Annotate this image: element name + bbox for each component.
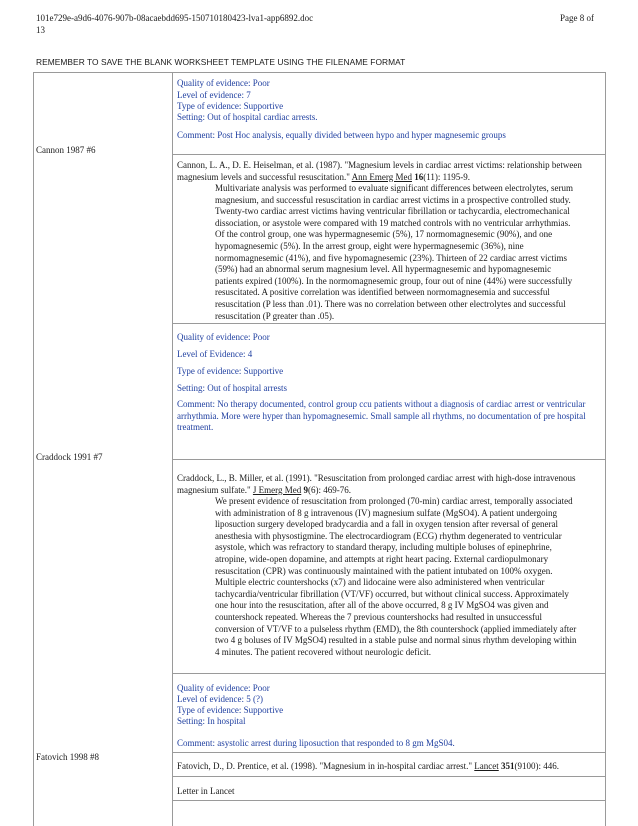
abstract-line: countershock repeated. Whereas the 7 previous countershocks had resulted in unsuccessful bbox=[215, 611, 542, 622]
row-divider bbox=[172, 776, 605, 777]
page-total: 13 bbox=[36, 25, 45, 35]
abstract-line: We present evidence of resuscitation from prolonged (70-min) cardiac arrest, temporally associated bbox=[215, 496, 573, 506]
citation-pages: (11): 1195-9. bbox=[423, 171, 471, 182]
row-divider bbox=[172, 800, 605, 801]
abstract-line: liposuction surgery developed bradycardia and a fall in oxygen tension after reversal of general bbox=[215, 519, 558, 530]
abstract-line: 4 minutes. The patient recovered without neurologic deficit. bbox=[215, 646, 432, 657]
row-divider bbox=[172, 752, 605, 753]
journal-volume: 9 bbox=[303, 484, 308, 495]
evidence-comment: Comment: No therapy documented, control group ccu patients without a diagnosis of cardiac arrest or ventricular arrhythmia. More were hyper than hypomagnesemic. Small sample all rhythms, no documentation of pre hospital treatment. bbox=[177, 399, 586, 433]
journal-volume: 351 bbox=[501, 761, 515, 771]
abstract-line: resuscitation (P less than .01). There was no correlation between other electrolytes and successful bbox=[215, 298, 566, 309]
abstract-line: resuscitated. A positive correlation was identified between normomagnesemia and successful bbox=[215, 287, 550, 298]
abstract-line: (59%) had an abnormal serum magnesium level. All hypermagnesemic and hypomagnesemic bbox=[215, 264, 552, 275]
citation bbox=[177, 160, 603, 183]
table-right-border bbox=[605, 72, 606, 826]
abstract bbox=[215, 496, 605, 658]
row-divider bbox=[172, 323, 605, 324]
evidence-level: Level of Evidence: 4 bbox=[177, 349, 253, 359]
row-divider bbox=[172, 459, 605, 460]
abstract-line: anesthesia with physostigmine. The electrocardiogram (ECG) rhythm degenerated to ventricular bbox=[215, 530, 562, 541]
filename-text: 101e729e-a9d6-4076-907b-08acaebdd695-150710180423-lva1-app6892.doc bbox=[36, 13, 314, 23]
abstract-line: dissociation, or asystole were compared with 19 matched controls with no ventricular arrhythmias. bbox=[215, 217, 571, 228]
evidence-quality: Quality of evidence: Poor bbox=[177, 332, 270, 342]
evidence-setting: Setting: Out of hospital arrests bbox=[177, 383, 287, 393]
abstract-line: Multiple electric countershocks (x7) and lidocaine were also administered when ventricular bbox=[215, 577, 545, 588]
abstract-line: Of the control group, one was hypermagnesemic (5%), 17 normomagnesemic (90%), and one bbox=[215, 229, 553, 240]
abstract-line: tachycardia/ventricular fibrillation (VT/VF) occurred, but without clinical success. Approximately bbox=[215, 588, 569, 599]
evidence-type: Type of evidence: Supportive bbox=[177, 705, 284, 715]
row-divider bbox=[172, 154, 605, 155]
citation-text: Cannon, L. A., D. E. Heiselman, et al. (1987). "Magnesium levels in cardiac arrest victims: relationship between magnesium levels and successful resuscitation." bbox=[177, 160, 582, 182]
abstract-line: two 4 g boluses of IV MgSO4) resulted in a stable pulse and normal sinus rhythm developing within bbox=[215, 635, 577, 646]
abstract-line: Multivariate analysis was performed to evaluate significant differences between electrolytes, serum bbox=[215, 183, 573, 193]
table-column-divider bbox=[172, 72, 173, 826]
evidence-comment: Comment: Post Hoc analysis, equally divided between hypo and hyper magnesemic groups bbox=[177, 130, 506, 140]
citation-text: Fatovich, D., D. Prentice, et al. (1998). "Magnesium in in-hospital cardiac arrest." bbox=[177, 761, 475, 771]
abstract-line: normomagnesemic (41%), and five hypomagnesemic (23%). Thirteen of 22 cardiac arrest victims bbox=[215, 252, 567, 263]
study-label: Craddock 1991 #7 bbox=[36, 452, 103, 462]
citation-pages: (6): 469-76. bbox=[308, 484, 351, 495]
abstract-line: patients expired (100%). In the normomagnesemic group, four out of nine (44%) were successfully bbox=[215, 275, 573, 286]
abstract-line: atropine, wide-open dopamine, and attempts at right heart pacing. External cardiopulmonary bbox=[215, 553, 549, 564]
citation bbox=[177, 761, 603, 773]
abstract-line: asystole, which was refractory to standard therapy, including multiple boluses of epinephrine, bbox=[215, 542, 552, 553]
abstract-line: resuscitation (CPR) was continuously maintained with the patient intubated on 100% oxygen. bbox=[215, 565, 553, 576]
reminder-banner: REMEMBER TO SAVE THE BLANK WORKSHEET TEMPLATE USING THE FILENAME FORMAT bbox=[36, 57, 406, 67]
evidence-quality: Quality of evidence: Poor bbox=[177, 683, 270, 693]
evidence-type: Type of evidence: Supportive bbox=[177, 366, 284, 376]
evidence-level: Level of evidence: 7 bbox=[177, 90, 251, 100]
citation bbox=[177, 473, 603, 496]
journal-link[interactable]: Ann Emerg Med bbox=[351, 171, 412, 182]
abstract-line: resuscitation (P greater than .05). bbox=[215, 310, 335, 321]
abstract-line: one hour into the resuscitation, after all of the above occurred, 8 g IV MgSO4 was given and bbox=[215, 600, 549, 611]
evidence-setting: Setting: Out of hospital cardiac arrests. bbox=[177, 112, 318, 122]
citation-pages: (9100): 446. bbox=[514, 761, 560, 771]
evidence-comment: Comment: asystolic arrest during liposuction that responded to 8 gm MgS04. bbox=[177, 738, 455, 748]
evidence-quality: Quality of evidence: Poor bbox=[177, 78, 270, 88]
table-left-border bbox=[33, 72, 34, 826]
journal-volume: 16 bbox=[414, 171, 424, 182]
abstract-line: hypomagnesemic (5%). In the arrest group, eight were hypermagnesemic (36%), nine bbox=[215, 240, 524, 251]
evidence-setting: Setting: In hospital bbox=[177, 716, 246, 726]
abstract-line: conversion of VT/VF to a pulseless rhythm (EMD), the 8th countershock (applied immediately after bbox=[215, 623, 577, 634]
abstract-line: with administration of 8 g intravenous (IV) magnesium sulfate (MgSO4). A patient undergoing bbox=[215, 507, 558, 518]
document-filename bbox=[36, 12, 506, 36]
journal-link[interactable]: J Emerg Med bbox=[252, 484, 302, 495]
journal-link[interactable]: Lancet bbox=[474, 761, 499, 771]
evidence-type: Type of evidence: Supportive bbox=[177, 101, 284, 111]
row-divider bbox=[172, 673, 605, 674]
abstract-line: Twenty-two cardiac arrest victims having ventricular fibrillation or tachycardia, electromechanical bbox=[215, 206, 570, 217]
abstract-line: magnesium, and successful resuscitation in cardiac arrest victims in a prospective controlled study. bbox=[215, 194, 571, 205]
abstract bbox=[215, 183, 605, 322]
page-number: Page 8 of bbox=[560, 13, 594, 23]
study-label: Fatovich 1998 #8 bbox=[36, 752, 99, 762]
study-label: Cannon 1987 #6 bbox=[36, 145, 96, 155]
table-top-border bbox=[33, 72, 606, 73]
evidence-level: Level of evidence: 5 (?) bbox=[177, 694, 263, 704]
study-note: Letter in Lancet bbox=[177, 786, 235, 796]
citation-text: Craddock, L., B. Miller, et al. (1991). "Resuscitation from prolonged cardiac arrest with high-dose intravenous magnesium sulfate." bbox=[177, 473, 576, 495]
